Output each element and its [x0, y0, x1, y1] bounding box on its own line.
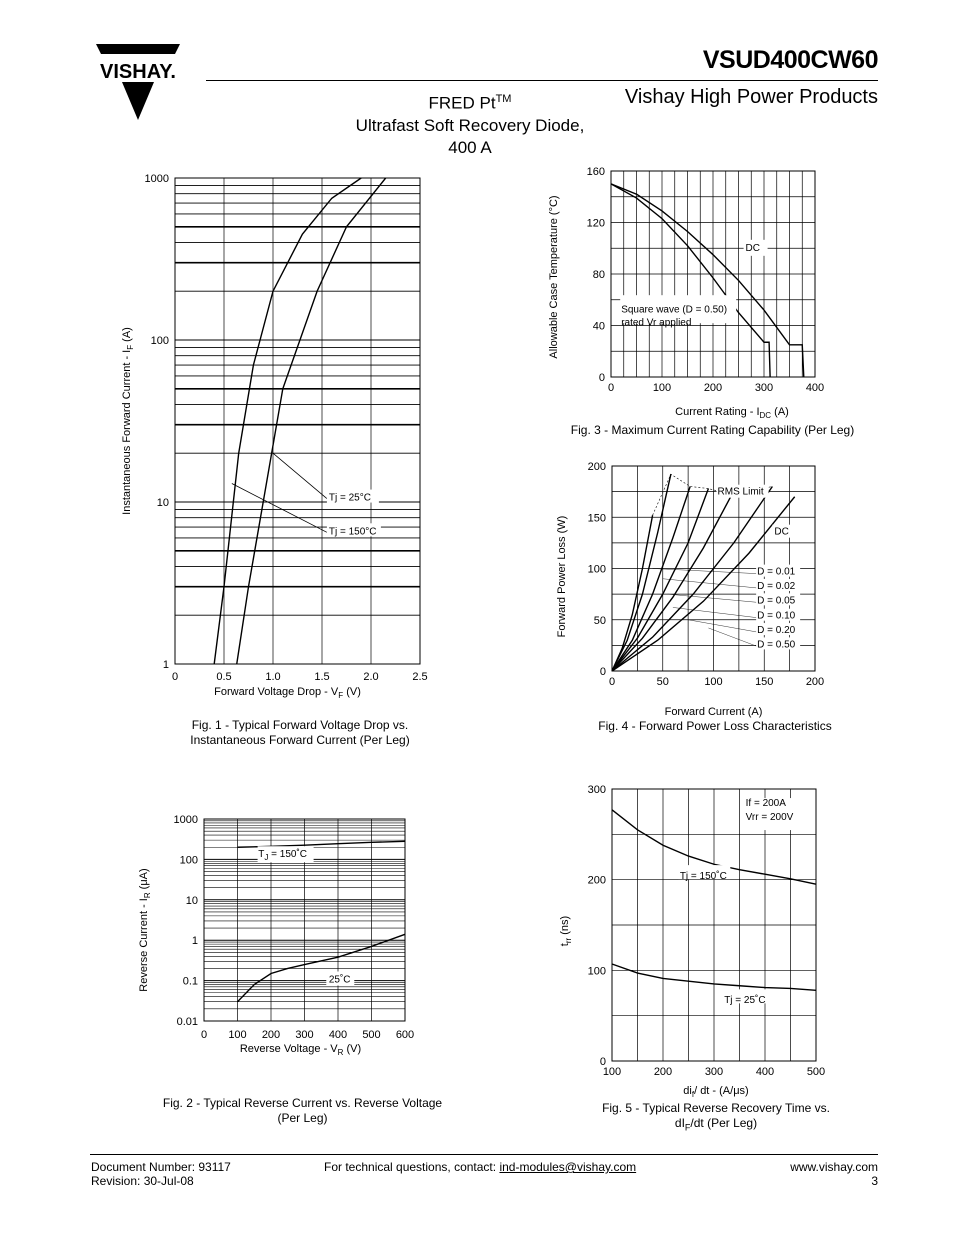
fig1-ytick-1: 10	[156, 497, 169, 509]
fig2-xtick-0: 0	[200, 1029, 208, 1041]
part-number: VSUD400CW60	[702, 46, 878, 74]
fig5-xtick-3: 400	[755, 1066, 775, 1078]
fig3-ytick-3: 120	[586, 217, 605, 230]
fig2-xtick-4: 400	[328, 1029, 348, 1041]
fig1-ytick-3: 1000	[144, 173, 169, 185]
fig3-xtick-2: 200	[703, 382, 723, 394]
fig5-label-25c: Tj = 25˚C	[724, 994, 766, 1006]
fig4-label-rms: RMS Limit	[717, 486, 764, 498]
fig5-caption-line2: $dI_F/dt$ (Per Leg)	[674, 1116, 758, 1133]
fig1-label-25c: Tj = 25°C	[328, 492, 371, 504]
fig4-leader-4	[688, 620, 757, 632]
fig1-xtick-3: 1.5	[314, 671, 330, 683]
fig1-xtick-0: 0	[171, 671, 179, 683]
revision: Revision: 30-Jul-08	[91, 1174, 194, 1188]
fig4-label-d1: D = 0.02	[757, 580, 796, 592]
fig3-curve-dc	[611, 184, 804, 377]
fig3-xtick-1: 100	[652, 382, 672, 394]
logo-wordmark: VISHAY.	[100, 61, 176, 83]
fig3-chart	[540, 160, 850, 420]
fig4-xtick-4: 200	[805, 676, 825, 688]
fig1-curve-0	[214, 178, 361, 664]
fig1-curve-1	[237, 178, 386, 664]
fig2-ytick-4: 100	[179, 854, 198, 867]
fig4-label-dc: DC	[774, 526, 789, 538]
fig5-label-150c: Tj = 150˚C	[679, 870, 727, 882]
fig5-ytick-3: 300	[587, 784, 606, 796]
fig5-chart	[540, 778, 850, 1098]
fig2-ylabel: Reverse Current - $I_R$ (μA)	[138, 868, 152, 992]
fig5-label-vrr: Vrr = 200V	[745, 811, 794, 823]
fig4-curve-5	[612, 487, 772, 672]
fig5-ytick-2: 200	[587, 874, 606, 887]
product-line: FRED Pt™	[428, 93, 512, 113]
fig2-xtick-1: 100	[228, 1029, 247, 1041]
fig3-xtick-0: 0	[607, 382, 615, 394]
contact-prefix: For technical questions, contact:	[324, 1160, 500, 1174]
website[interactable]: www.vishay.com	[790, 1160, 878, 1174]
fig5-ylabel: $t_{rr}$ (ns)	[559, 915, 573, 947]
fig1-svg	[120, 165, 440, 705]
fig4-leader-0	[653, 569, 758, 574]
fig3-ytick-4: 160	[586, 166, 605, 178]
header-rule	[206, 80, 878, 81]
fig2-xtick-3: 300	[295, 1029, 314, 1041]
fig5-xtick-2: 300	[704, 1066, 724, 1078]
fig4-leader-2	[668, 594, 757, 602]
fig2-xtick-2: 200	[261, 1029, 281, 1041]
fig5-xtick-4: 500	[806, 1066, 826, 1078]
fig4-caption-line1: Fig. 4 - Forward Power Loss Characteristics	[598, 719, 832, 733]
footer-site	[790, 1160, 878, 1188]
fig5-caption-line1: Fig. 5 - Typical Reverse Recovery Time vs.	[602, 1101, 830, 1115]
fig4-caption	[575, 719, 855, 734]
fig3-ytick-2: 80	[592, 269, 605, 281]
fig4-xtick-3: 150	[755, 676, 774, 688]
fig2-ytick-2: 1	[191, 935, 198, 948]
fig4-label-d4: D = 0.20	[757, 625, 796, 637]
fig4-leader-1	[663, 579, 757, 588]
fig5-ytick-1: 100	[587, 965, 606, 978]
fig3-label-sq-2: rated Vr applied	[621, 317, 692, 329]
product-desc-2: 400 A	[448, 137, 492, 157]
fig3-curve-square	[611, 184, 770, 377]
fig4-xtick-0: 0	[608, 676, 616, 688]
fig1-caption	[140, 718, 460, 748]
fig2-caption-line1: Fig. 2 - Typical Reverse Current vs. Reverse Voltage	[162, 1096, 443, 1110]
fig3-xtick-3: 300	[754, 382, 774, 394]
fig4-curve-3	[612, 489, 708, 671]
fig1-xtick-1: 0.5	[216, 671, 232, 683]
fig5-xtick-0: 100	[602, 1066, 622, 1078]
logo-triangle	[122, 82, 154, 120]
fig3-caption	[555, 423, 870, 438]
fig4-ylabel: Forward Power Loss (W)	[556, 515, 568, 638]
fig1-ytick-0: 1	[162, 659, 169, 671]
fig1-chart	[120, 165, 440, 705]
fig2-caption	[140, 1096, 465, 1126]
fig2-ytick-5: 1000	[173, 814, 198, 826]
fig1-caption-line1: Fig. 1 - Typical Forward Voltage Drop vs.	[191, 718, 409, 732]
fig2-xtick-6: 600	[395, 1029, 415, 1041]
fig4-xtick-1: 50	[656, 676, 669, 688]
fig2-svg	[135, 805, 435, 1060]
fig3-label-sq-1: Square wave (D = 0.50)	[621, 304, 728, 316]
page-number: 3	[871, 1174, 878, 1188]
vishay-logo	[88, 44, 188, 122]
fig2-xtick-5: 500	[362, 1029, 381, 1041]
fig3-ytick-1: 40	[592, 320, 605, 333]
fig2-ytick-0: 0.01	[176, 1016, 198, 1028]
fig4-label-d0: D = 0.01	[757, 566, 796, 578]
fig4-ytick-0: 0	[599, 666, 606, 678]
fig2-caption-line2: (Per Leg)	[277, 1111, 328, 1125]
fig5-xtick-1: 200	[653, 1066, 673, 1078]
fig2-xlabel: Reverse Voltage - $V_R$ (V)	[239, 1043, 362, 1057]
fig4-xtick-2: 100	[704, 676, 723, 688]
fig3-ylabel: Allowable Case Temperature (°C)	[548, 195, 560, 359]
fig1-label-150c: Tj = 150°C	[328, 526, 377, 538]
contact-email-link[interactable]: ind-modules@vishay.com	[499, 1160, 637, 1174]
fig3-xtick-4: 400	[805, 382, 825, 394]
product-title	[330, 88, 610, 159]
fig3-label-dc: DC	[745, 242, 761, 254]
fig3-caption-line1: Fig. 3 - Maximum Current Rating Capability (Per Leg)	[570, 423, 855, 437]
fig2-ytick-3: 10	[185, 894, 198, 907]
fig1-grid	[175, 178, 420, 664]
fig1-plot-frame	[175, 178, 420, 664]
product-desc-1: Ultrafast Soft Recovery Diode,	[355, 115, 585, 135]
fig4-chart	[540, 455, 850, 720]
fig4-ytick-4: 200	[587, 461, 606, 473]
fig4-label-d2: D = 0.05	[757, 595, 796, 607]
fig1-leader-25c	[273, 453, 327, 498]
fig1-xlabel: Forward Voltage Drop - $V_F$ (V)	[214, 686, 361, 700]
fig5-svg	[540, 778, 850, 1098]
division-name: Vishay High Power Products	[624, 86, 878, 108]
fig1-leader-150c	[232, 484, 327, 533]
fig1-ylabel: Instantaneous Forward Current - $I_F$ (A)	[121, 327, 135, 515]
fig5-label-if: If = 200A	[745, 798, 786, 810]
fig4-xlabel: Forward Current (A)	[664, 706, 763, 718]
fig4-ytick-2: 100	[587, 563, 606, 576]
fig3-ytick-0: 0	[598, 372, 605, 384]
fig4-label-d3: D = 0.10	[757, 610, 796, 622]
fig1-xtick-5: 2.5	[412, 671, 428, 683]
fig4-ytick-3: 150	[587, 512, 606, 525]
fig1-xtick-4: 2.0	[363, 671, 379, 683]
fig5-ytick-0: 0	[599, 1056, 606, 1068]
fig1-ytick-2: 100	[150, 335, 169, 347]
fig4-ytick-1: 50	[593, 614, 606, 627]
fig3-xlabel: Current Rating - $I_{DC}$ (A)	[675, 406, 789, 420]
logo-top-bar	[96, 44, 180, 54]
fig4-label-d5: D = 0.50	[757, 639, 796, 651]
document-number: Document Number: 93117	[91, 1160, 231, 1174]
fig2-label-25c: 25˚C	[328, 974, 351, 986]
fig4-svg	[540, 455, 850, 720]
footer-contact	[324, 1160, 636, 1174]
fig5-xlabel: $di_f/$ dt - (A/μs)	[683, 1085, 749, 1099]
fig1-xtick-2: 1.0	[265, 671, 281, 683]
fig3-svg	[540, 160, 850, 420]
footer-doc-info	[91, 1160, 231, 1188]
fig2-ytick-1: 0.1	[182, 975, 198, 988]
fig2-label-150c: $T_J$ = 150˚C	[258, 849, 308, 863]
fig1-caption-line2: Instantaneous Forward Current (Per Leg)	[190, 733, 410, 747]
footer-rule	[90, 1154, 878, 1155]
fig5-caption	[580, 1101, 852, 1135]
fig2-chart	[135, 805, 435, 1060]
